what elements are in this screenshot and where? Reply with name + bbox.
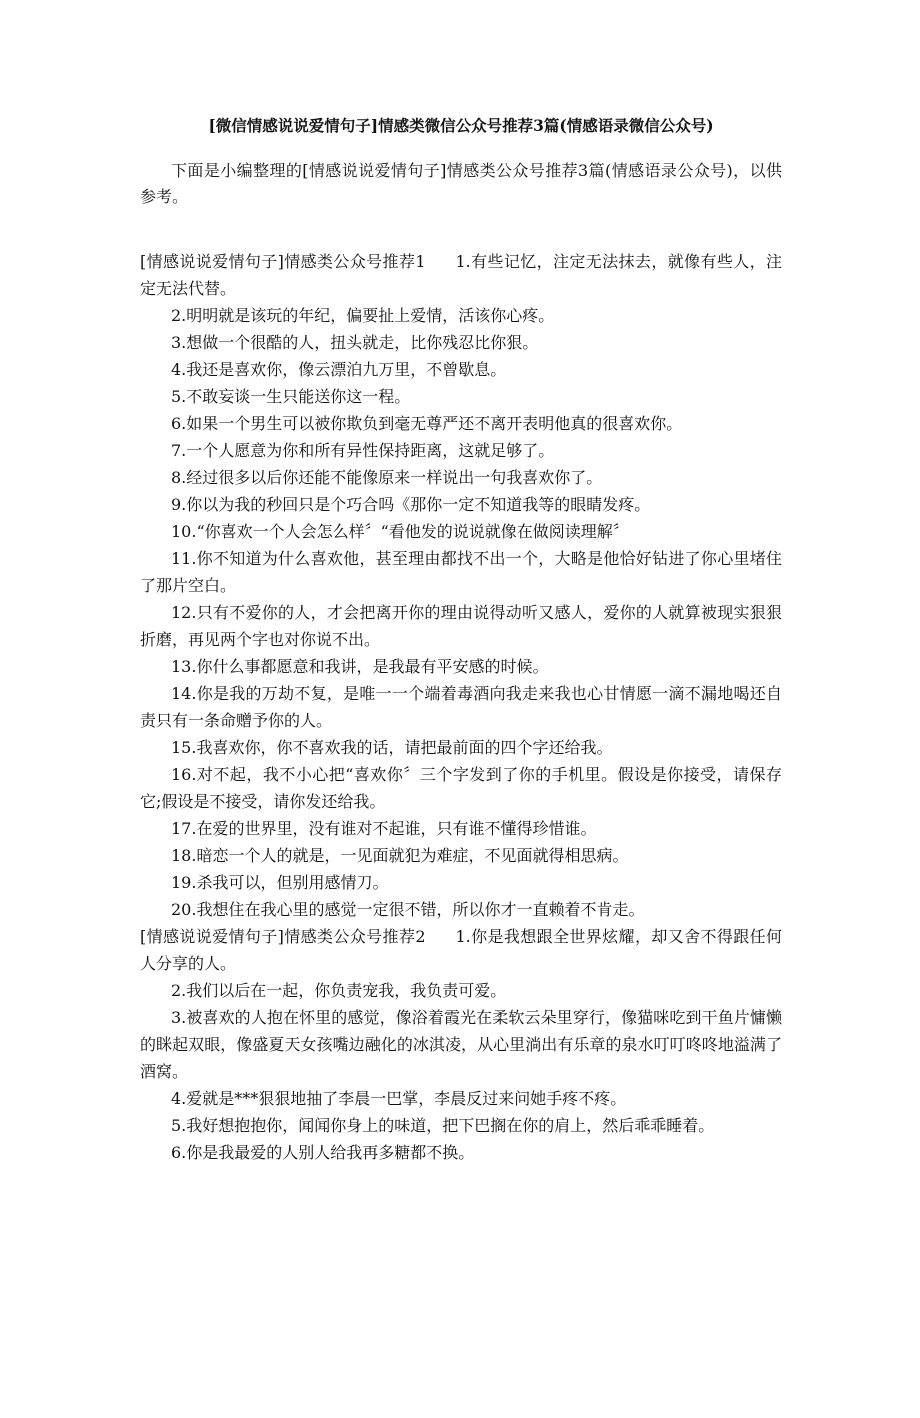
list-item: 6.如果一个男生可以被你欺负到毫无尊严还不离开表明他真的很喜欢你。 <box>171 414 683 433</box>
section-heading: [情感说说爱情句子]情感类公众号推荐2 <box>140 927 426 946</box>
document-title: [微信情感说说爱情句子]情感类微信公众号推荐3篇(情感语录微信公众号) <box>208 116 714 135</box>
list-item: 20.我想住在我心里的感觉一定很不错，所以你才一直赖着不肯走。 <box>171 900 645 919</box>
list-item: 14.你是我的万劫不复，是唯一一个端着毒酒向我走来我也心甘情愿一滴不漏地喝还自责只有一条命赠予你的人。 <box>140 684 782 730</box>
list-item: 8.经过很多以后你还能不能像原来一样说出一句我喜欢你了。 <box>171 468 603 487</box>
list-item: 3.被喜欢的人抱在怀里的感觉，像浴着霞光在柔软云朵里穿行，像猫咪吃到干鱼片慵懒的眯起双眼，像盛夏天女孩嘴边融化的冰淇凌，从心里淌出有乐章的泉水叮叮咚咚地溢满了酒窝。 <box>140 1008 782 1081</box>
list-item: 7.一个人愿意为你和所有异性保持距离，这就足够了。 <box>171 441 555 460</box>
list-item: 2.明明就是该玩的年纪，偏要扯上爱情，活该你心疼。 <box>171 306 555 325</box>
section-heading-paragraph <box>140 248 782 302</box>
list-item: 11.你不知道为什么喜欢他，甚至理由都找不出一个，大略是他恰好钻进了你心里堵住了那片空白。 <box>140 549 782 595</box>
sections-container <box>140 248 782 1166</box>
list-item: 17.在爱的世界里，没有谁对不起谁，只有谁不懂得珍惜谁。 <box>171 819 597 838</box>
list-item: 4.我还是喜欢你，像云漂泊九万里，不曾歇息。 <box>171 360 507 379</box>
intro-paragraph: 下面是小编整理的[情感说说爱情句子]情感类公众号推荐3篇(情感语录公众号)，以供参考。 <box>140 161 782 206</box>
list-item: 13.你什么事都愿意和我讲，是我最有平安感的时候。 <box>171 657 549 676</box>
section-heading-paragraph <box>140 923 782 977</box>
list-item: 4.爱就是***狠狠地抽了李晨一巴掌，李晨反过来问她手疼不疼。 <box>171 1089 627 1108</box>
section-first-item: 1.你是我想跟全世界炫耀，却又舍不得跟任何人分享的人。 <box>140 927 782 973</box>
list-item: 9.你以为我的秒回只是个巧合吗《那你一定不知道我等的眼睛发疼。 <box>171 495 651 514</box>
list-item: 10.“你喜欢一个人会怎么样〞“看他发的说说就像在做阅读理解〞 <box>171 522 629 541</box>
section-2 <box>140 923 782 1166</box>
list-item: 6.你是我最爱的人别人给我再多糖都不换。 <box>171 1143 475 1162</box>
list-item: 2.我们以后在一起，你负责宠我，我负责可爱。 <box>171 981 507 1000</box>
list-item: 12.只有不爱你的人，才会把离开你的理由说得动听又感人，爱你的人就算被现实狠狠折磨，再见两个字也对你说不出。 <box>140 603 782 649</box>
list-item: 18.暗恋一个人的就是，一见面就犯为难症，不见面就得相思病。 <box>171 846 629 865</box>
list-item: 16.对不起，我不小心把“喜欢你〞三个字发到了你的手机里。假设是你接受，请保存它;假设是不接受，请你发还给我。 <box>140 765 782 811</box>
list-item: 5.我好想抱抱你，闻闻你身上的味道，把下巴搁在你的肩上，然后乖乖睡着。 <box>171 1116 715 1135</box>
list-item: 19.杀我可以，但别用感情刀。 <box>171 873 389 892</box>
list-item: 15.我喜欢你，你不喜欢我的话，请把最前面的四个字还给我。 <box>171 738 613 757</box>
section-first-item: 1.有些记忆，注定无法抹去，就像有些人，注定无法代替。 <box>140 252 782 298</box>
list-item: 5.不敢妄谈一生只能送你这一程。 <box>171 387 411 406</box>
section-heading: [情感说说爱情句子]情感类公众号推荐1 <box>140 252 426 271</box>
list-item: 3.想做一个很酷的人，扭头就走，比你残忍比你狠。 <box>171 333 539 352</box>
document-page <box>0 116 920 1418</box>
section-1 <box>140 248 782 923</box>
